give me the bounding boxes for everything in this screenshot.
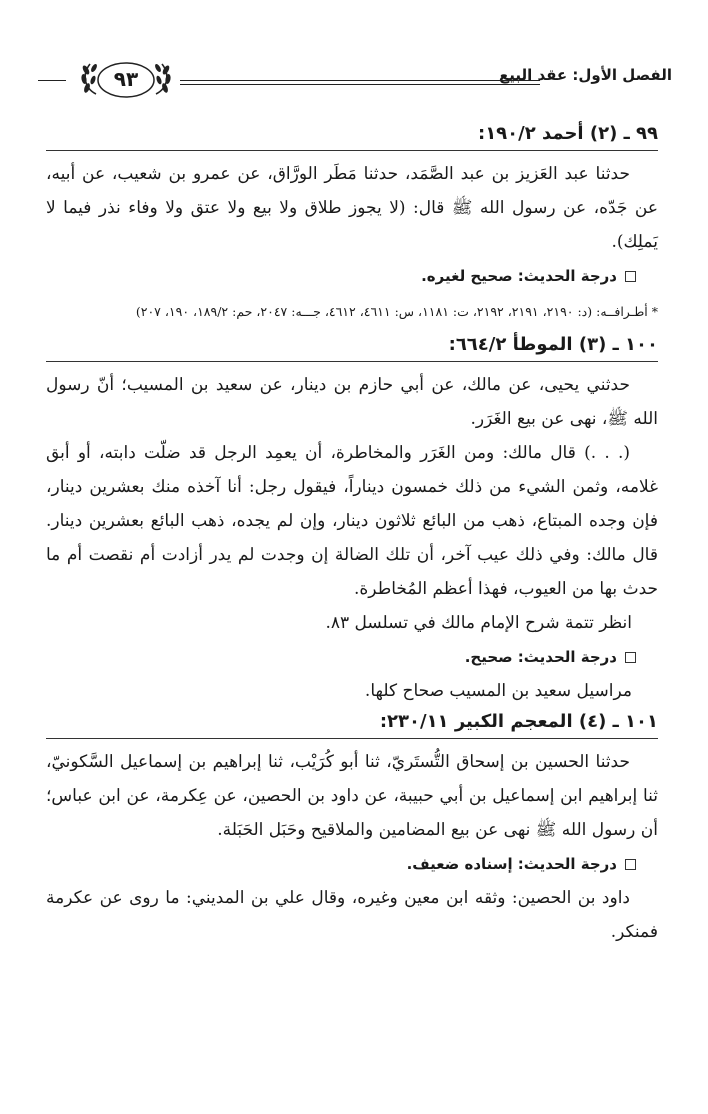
chapter-title: الفصل الأول: عقد البيع <box>498 66 672 84</box>
hadith-99-text: حدثنا عبد العَزيز بن عبد الصَّمَد، حدثنا مَطَر الورَّاق، عن عمرو بن شعيب، عن أبيه، عن جَدّه، عن رسول الله ﷺ قال: (لا يجوز طلاق ولا بيع ولا عتق ولا وفاء نذر فيما لا يَملِك). <box>46 164 658 252</box>
hadith-100-note: مراسيل سعيد بن المسيب صحاح كلها. <box>364 681 632 701</box>
page-number: ٩٣ <box>113 67 139 91</box>
hadith-100-title: ١٠٠ ـ (٣) الموطأ ٦٦٤/٢: <box>448 334 658 355</box>
page-header <box>38 58 672 102</box>
hadith-101-text: حدثنا الحسين بن إسحاق التُّستَريّ، ثنا أبو كُرَيْب، ثنا إبراهيم بن إسماعيل السَّكونيّ، ثنا إبراهيم ابن إسماعيل بن أبي حبيبة، عن داود بن الحصين، عن عِكرمة، عن ابن عباس؛ أن رسول الله ﷺ نهى عن بيع المضامين والملاقيح وحَبَل الحَبَلة. <box>46 752 658 840</box>
grade-square-icon <box>625 859 636 870</box>
header-rule <box>180 80 540 88</box>
hadith-101-title: ١٠١ ـ (٤) المعجم الكبير ٢٣٠/١١: <box>379 711 658 732</box>
title-divider <box>46 361 658 362</box>
grade-value: إسناده ضعيف. <box>406 855 513 873</box>
hadith-99-atraf: * أطـرافــه: (د: ٢١٩٠، ٢١٩١، ٢١٩٢، ت: ١١٨١، س: ٤٦١١، ٤٦١٢، جـــه: ٢٠٤٧، حم: ١٨٩/٢، ١٩٠، ٢٠٧) <box>135 304 658 319</box>
hadith-100-grade <box>46 640 658 674</box>
title-divider <box>46 150 658 151</box>
hadith-101-note: داود بن الحصين: وثقه ابن معين وغيره، وقال علي بن المديني: ما روى عن عكرمة فمنكر. <box>46 888 658 942</box>
hadith-99-title: ٩٩ ـ (٢) أحمد ١٩٠/٢: <box>477 123 658 144</box>
hadith-100-commentary: (. . .) قال مالك: ومن الغَرَر والمخاطرة، أن يعمِد الرجل قد ضلّت دابته، أو أبق غلامه، وثمن الشيء من ذلك خمسون ديناراً، فيقول رجل: أنا آخذه منك بعشرين دينار، فإن وجده المبتاع، ذهب من البائع ثلاثون دينار، وإن لم يجده، ذهب البائع بعشرين دينار. قال مالك: وفي ذلك عيب آخر، أن تلك الضالة إن وجدت لم يدر أزادت أم نقصت أم ما حدث بها من العيوب، فهذا أعظم المُخاطرة. <box>46 443 658 599</box>
grade-label: درجة الحديث: <box>517 648 617 666</box>
hadith-100-reference: انظر تتمة شرح الإمام مالك في تسلسل ٨٣. <box>325 613 632 633</box>
grade-label: درجة الحديث: <box>517 855 617 873</box>
header-left-rule <box>38 80 66 88</box>
page-number-ornament <box>76 58 176 102</box>
grade-label: درجة الحديث: <box>517 267 617 285</box>
page-body <box>46 120 658 949</box>
title-divider <box>46 738 658 739</box>
hadith-101-grade <box>46 847 658 881</box>
hadith-99-grade <box>46 259 658 293</box>
hadith-100-text: حدثني يحيى، عن مالك، عن أبي حازم بن دينار، عن سعيد بن المسيب؛ أنّ رسول الله ﷺ، نهى عن بيع الغَرَر. <box>46 375 658 429</box>
grade-square-icon <box>625 652 636 663</box>
grade-value: صحيح لغيره. <box>421 267 513 285</box>
grade-value: صحيح. <box>464 648 513 666</box>
grade-square-icon <box>625 271 636 282</box>
